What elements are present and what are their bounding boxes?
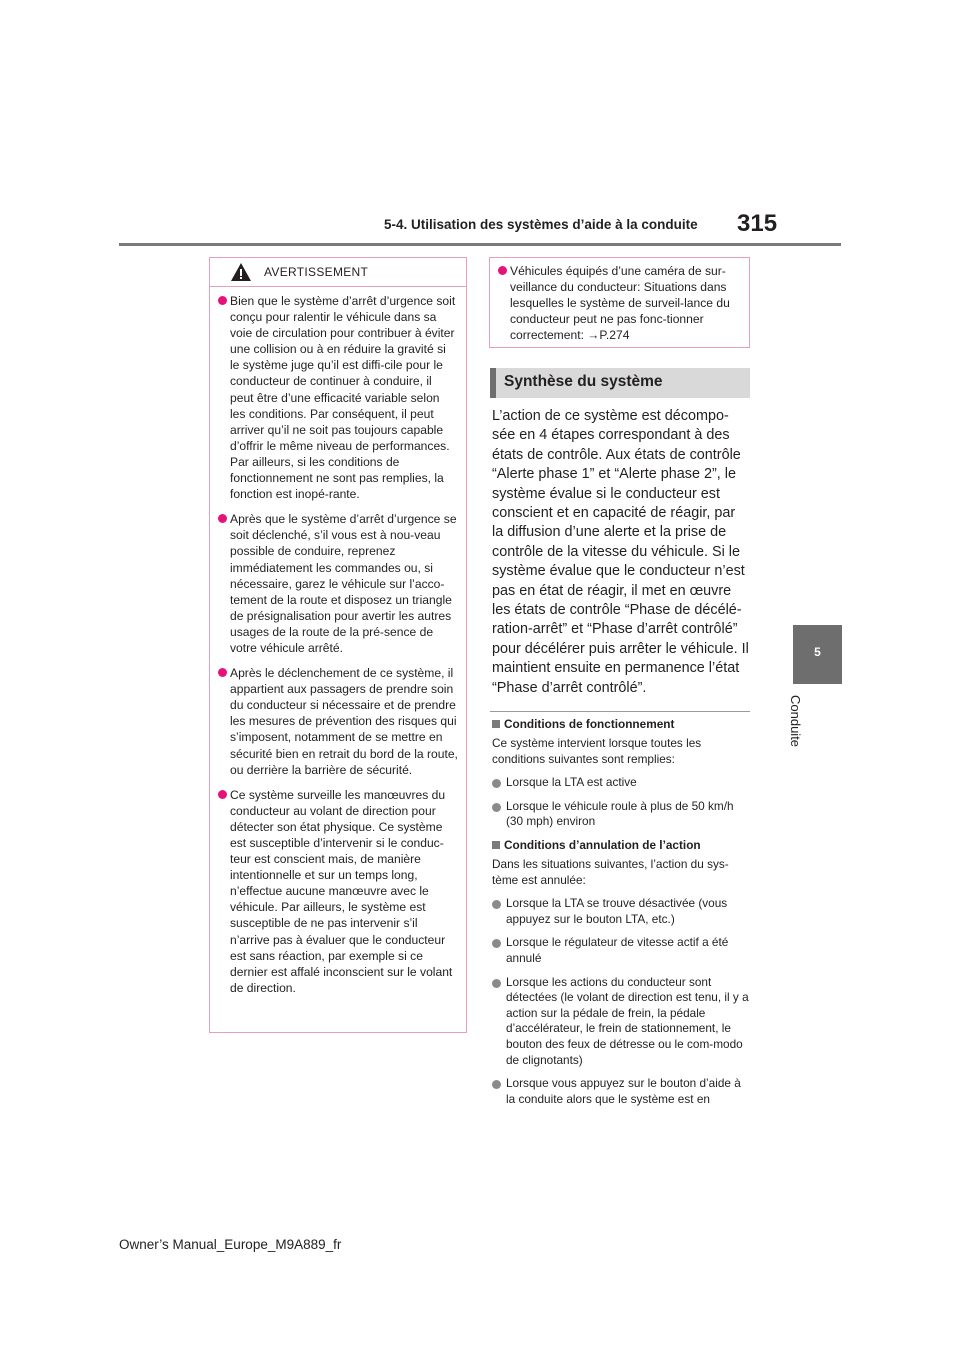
page-number: 315: [737, 210, 778, 237]
warning-triangle-icon: [230, 262, 252, 282]
square-bullet-icon: [492, 841, 500, 849]
bullet-icon: [492, 900, 501, 909]
bullet-icon: [218, 668, 227, 677]
warning-item-text: Après que le système d’arrêt d’urgence se soit déclenché, s’il vous est à nou-veau possible de conduire, reprenez immédiatement les commandes ou, si nécessaire, garez le véhicule sur l’acco-tement de la route et disposez un triangle de présignalisation pour avertir les autres usages de la route de la pré-sence de votre véhicule arrêté.: [230, 512, 457, 655]
warning-item: [218, 665, 458, 778]
square-bullet-icon: [492, 720, 500, 728]
section-title: 5-4. Utilisation des systèmes d’aide à la conduite: [384, 217, 698, 232]
conditions-heading-text: Conditions de fonctionnement: [504, 717, 675, 731]
header-divider: [119, 243, 841, 246]
conditions-intro: Ce système intervient lorsque toutes les conditions suivantes sont remplies:: [492, 736, 702, 766]
warning-item-text: Bien que le système d’arrêt d’urgence soit conçu pour ralentir le véhicule dans sa voie de circulation pour contribuer à éviter une collision ou à en réduire la gravité si le système juge qu’il est diffi-cile pour le conducteur de continuer à conduire, il peut être d’une efficacité variable selon les conditions. Par conséquent, il peut arriver qu’il ne soit pas toujours capable d’offrir le même niveau de performances. Par ailleurs, si les conditions de fonctionnement ne sont pas remplies, la fonction est inopé-rante.: [230, 294, 456, 502]
cancel-heading-text: Conditions d’annulation de l’action: [504, 837, 701, 852]
cancel-intro: Dans les situations suivantes, l’action du sys-tème est annulée:: [492, 856, 729, 887]
heading-bar: [490, 368, 496, 398]
bullet-icon: [218, 514, 227, 523]
bullet-icon: [218, 296, 227, 305]
bullet-icon: [492, 803, 501, 812]
bullet-icon: [218, 790, 227, 799]
section-heading-text: Synthèse du système: [504, 373, 663, 390]
bullet-icon: [492, 1080, 501, 1089]
cancel-item: [492, 1076, 750, 1107]
chapter-number: 5: [814, 645, 821, 659]
cancel-item-text: Lorsque les actions du conducteur sont détectées (le volant de direction est tenu, il y a action sur la pédale de frein, la pédale d’accélérateur, le frein de stationnement, le bouton des feux de détresse ou le com-modo de clignotants): [506, 974, 749, 1067]
cancel-heading: [492, 838, 750, 853]
chapter-label-text: Conduite: [788, 695, 803, 748]
cancel-item-text: Lorsque la LTA se trouve désactivée (vous appuyez sur le bouton LTA, etc.): [506, 896, 728, 926]
condition-item-text: Lorsque la LTA est active: [506, 775, 637, 790]
warning-item-text: Ce système surveille les manœuvres du conducteur au volant de direction pour détecter son état physique. Ce système est susceptible d’intervenir si le conduc-teur est conscient mais, de manière intentionnelle et sur un temps long, n’effectue aucune manœuvre avec le véhicule. Par ailleurs, le système est susceptible de ne pas intervenir s’il n’arrive pas à évaluer que le conducteur est sans réaction, par exemple si ce dernier est affalé inconscient sur le volant de direction.: [230, 787, 453, 995]
footer-text: Owner’s Manual_Europe_M9A889_fr: [119, 1237, 342, 1252]
bullet-icon: [492, 939, 501, 948]
cancel-item: [492, 935, 750, 966]
cancel-item-text: Lorsque vous appuyez sur le bouton d’aide à la conduite alors que le système est en: [506, 1076, 741, 1106]
bullet-icon: [492, 979, 501, 988]
cancel-item: [492, 975, 750, 1069]
warning-item: [218, 293, 458, 502]
warning-box: [209, 257, 467, 1033]
note-item-text[interactable]: Véhicules équipés d’une caméra de sur-veillance du conducteur: Situations dans lesquelles le système de surveil-lance du conducteur peut ne pas fonc-tionner correctement: →P.274: [510, 264, 730, 343]
chapter-tab[interactable]: [793, 625, 842, 684]
section-body: L’action de ce système est décompo-sée en 4 étapes correspondant à des états de contrôle. Aux états de contrôle “Alerte phase 1” et “Alerte phase 2”, le système évalue si le conducteur est conscient et en capacité de réagir, par la diffusion d’une alerte et la prise de contrôle de la vitesse du véhicule. Si le système évalue que le conducteur n’est pas en état de réagir, il met en œuvre les états de contrôle “Phase de décélé-ration-arrêt” et “Phase d’arrêt contrôlé” pour décélérer puis arrêter le véhicule. Il maintient ensuite en permanence l’état “Phase d’arrêt contrôlé”.: [492, 408, 749, 696]
warning-item-text: Après le déclenchement de ce système, il appartient aux passagers de prendre soin du conducteur si nécessaire et de prendre les mesures de prévention des risques qui s’imposent, notamment de se mettre en sécurité bien en retrait du bord de la route, ou derrière la barrière de sécurité.: [230, 666, 458, 777]
bullet-icon: [498, 266, 507, 275]
warning-item: [218, 511, 458, 656]
section-heading: [490, 368, 750, 398]
warning-title: AVERTISSEMENT: [264, 265, 369, 279]
conditions-heading: [492, 717, 750, 732]
conditions-column: [492, 717, 750, 1115]
condition-item-text: Lorsque le véhicule roule à plus de 50 km/h (30 mph) environ: [506, 798, 734, 829]
bullet-icon: [492, 779, 501, 788]
condition-item: [492, 799, 750, 830]
note-box: [489, 257, 750, 348]
note-item: [498, 263, 741, 343]
cancel-item-text: Lorsque le régulateur de vitesse actif a été annulé: [506, 935, 729, 965]
warning-item: [218, 787, 458, 996]
cancel-item: [492, 896, 750, 927]
chapter-label: [783, 695, 811, 755]
subsection-divider: [490, 711, 750, 712]
condition-item: [492, 775, 750, 791]
warning-header: [210, 258, 466, 287]
